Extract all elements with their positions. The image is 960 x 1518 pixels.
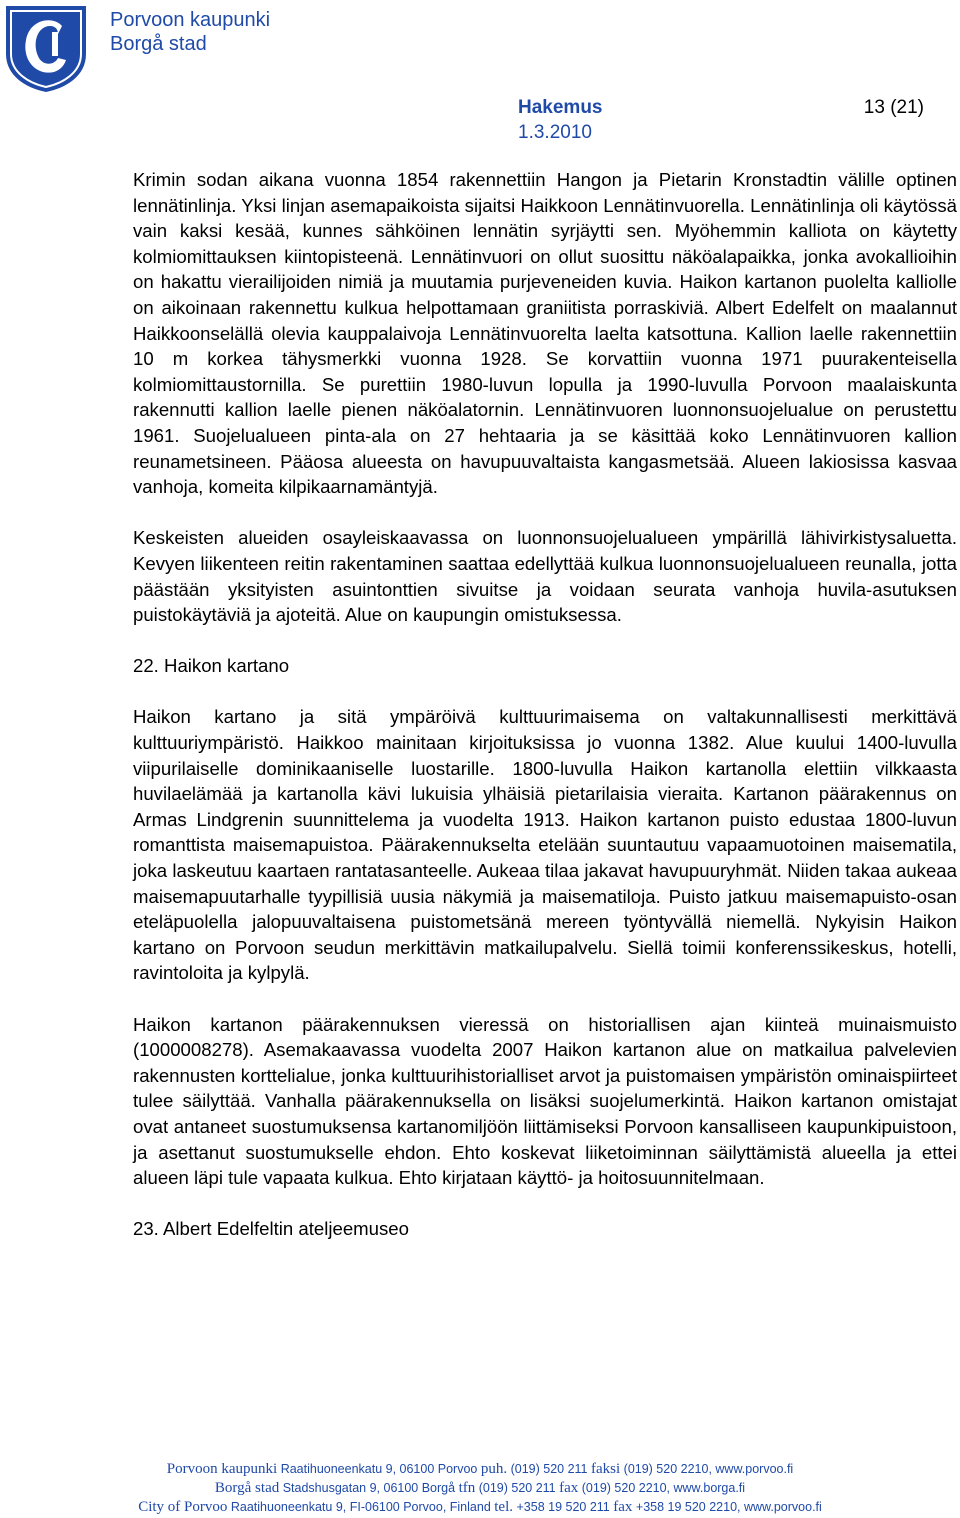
footer-phone: (019) 520 211 [510, 1462, 588, 1476]
footer-address: Stadshusgatan 9, 06100 Borgå [282, 1481, 456, 1495]
body-paragraph: Haikon kartanon päärakennuksen vieressä on historiallisen ajan kiinteä muinaismuisto (1000008278). Asemakaavassa vuodelta 2007 Haikon kartanon alue on matkailua palvelevien rakennusten korttelialue, jonka kulttuurihistorialliset arvot ja puistomaisen ympäristön ominaispiirteet tulee säilyttää. Vanhalla päärakennuksella on lisäksi suojelumerkintä. Haikon kartanon omistajat ovat antaneet suostumuksensa kartanomiljöön liittämiseksi Porvoon kansalliseen kaupunkipuistoon, ja asettanut suostumukselle ehdon. Ehto koskevat liiketoiminnan säilyttämistä alueella ja ettei alueen läpi tule vapaata kulkua. Ehto kirjataan käyttö- ja hoitosuunnitelmaan. [133, 1013, 957, 1189]
org-name-swedish: Borgå stad [110, 33, 207, 55]
footer-fax-label: fax [613, 1499, 633, 1515]
footer-line-english [0, 1498, 960, 1517]
org-name-finnish: Porvoon kaupunki [110, 9, 271, 31]
footer-address: Raatihuoneenkatu 9, 06100 Porvoo [280, 1462, 478, 1476]
document-date: 1.3.2010 [518, 122, 592, 143]
footer-phone-label: puh. [480, 1461, 508, 1477]
footer-fax-label: fax [559, 1480, 579, 1496]
page-number: 13 (21) [863, 97, 924, 118]
footer-org: Borgå stad [214, 1480, 280, 1496]
footer-fax-label: faksi [591, 1461, 621, 1477]
page-footer [0, 1460, 960, 1517]
body-paragraph: Keskeisten alueiden osayleiskaavassa on luonnonsuojelualueen ympärillä lähivirkistysaluetta. Kevyen liikenteen reitin rakentaminen saattaa edellyttää kulkua luonnonsuojelualueen reunalla, jotta päästään yksityisten asuintonttien sivuitse ja voidaan seurata vanhoja huvila-asutuksen puistokäytäviä ja ajoteitä. Alue on kaupungin omistuksessa. [133, 527, 957, 626]
footer-fax: (019) 520 2210, www.borga.fi [581, 1481, 746, 1495]
footer-fax: +358 19 520 2210, www.porvoo.fi [635, 1500, 822, 1514]
body-paragraph: Krimin sodan aikana vuonna 1854 rakennettiin Hangon ja Pietarin Kronstadtin välille optinen lennätinlinja. Yksi linjan asemapaikoista sijaitsi Haikkoon Lennätinvuorella. Lennätinlinja oli käytössä vain kaksi kesää, kunnes sähköinen lennätin syrjäytti sen. Myöhemmin kalliota on käytetty kolmiomittauksen kiintopisteenä. Lennätinvuori on ollut suosittu näköalapaikka, jonka avokallioihin on hakattu vierailijoiden nimiä ja muutamia purjeveneiden kuvia. Haikon kartanon puolelta kalliolle on aikoinaan rakennettu kulkua helpottamaan graniitista porraskiviä. Albert Edelfelt on maalannut Haikkoonselällä olevia kauppalaivoja Lennätinvuorelta laelta katsottuna. Kallion laelle rakennettiin 10 m korkea tähysmerkki vuonna 1928. Se korvattiin vuonna 1971 puurakenteisella kolmiomittaustornilla. Se purettiin 1980-luvun lopulla ja 1990-luvulla Porvoon maalaiskunta rakennutti kallion laelle pienen näköalatornin. Lennätinvuoren luonnonsuojelualue on perustettu 1961. Suojelualueen pinta-ala on 27 hehtaaria ja se käsittää koko Lennätinvuoren kallion reunametsineen. Pääosa alueesta on havupuuvaltaista kangasmetsää. Alueen lakiosissa kasvaa vanhoja, komeita kilpikaarnamäntyjä. [133, 169, 957, 498]
document-type: Hakemus [518, 97, 603, 118]
footer-org: City of Porvoo [138, 1499, 228, 1515]
footer-phone-label: tel. [494, 1499, 514, 1515]
footer-phone: (019) 520 211 [478, 1481, 556, 1495]
footer-phone-label: tfn [458, 1480, 476, 1496]
footer-fax: (019) 520 2210, www.porvoo.fi [623, 1462, 794, 1476]
body-paragraph: Haikon kartano ja sitä ympäröivä kulttuurimaisema on valtakunnallisesti merkittävä kulttuuriympäristö. Haikkoo mainitaan kirjoituksissa jo vuonna 1382. Alue kuului 1400-luvulla viipurilaiselle dominikaaniselle luostarille. 1800-luvulla Haikon kartanolla elettiin vilkkaasta huvilaelämää ja kartanolla kävi lukuisia ylhäisiä pietarilaisia vieraita. Kartanon päärakennus on Armas Lindgrenin suunnittelema ja vuodelta 1913. Haikon kartanon puisto edustaa 1800-luvun romanttista maisemapuistoa. Päärakennukselta etelään suuntautuu vapaamuotoinen maisematila, joka laskeutuu kaartaen rantatasanteelle. Aukeaa tilaa jakavat havupuuryhmät. Niiden takaa aukeaa maisemapuutarhalle tyypillisiä uusia näkymiä ja maisematiloja. Puisto jatkuu maisemapuisto-osan eteläpuolella jalopuuvaltaisena puistometsänä mereen työntyvällä niemellä. Nykyisin Haikon kartano on Porvoon seudun merkittävin matkailupalvelu. Siellä toimii konferenssikeskus, hotelli, ravintoloita ja kylpylä. [133, 706, 957, 984]
footer-line-swedish [0, 1479, 960, 1498]
footer-phone: +358 19 520 211 [516, 1500, 610, 1514]
footer-line-finnish [0, 1460, 960, 1479]
footer-org: Porvoon kaupunki [166, 1461, 278, 1477]
section-heading: 22. Haikon kartano [133, 655, 290, 677]
document-body [133, 167, 957, 1268]
section-heading: 23. Albert Edelfeltin ateljeemuseo [133, 1218, 409, 1240]
footer-address: Raatihuoneenkatu 9, FI-06100 Porvoo, Finland [230, 1500, 491, 1514]
organization-name [110, 8, 270, 56]
city-crest-icon [2, 2, 90, 94]
